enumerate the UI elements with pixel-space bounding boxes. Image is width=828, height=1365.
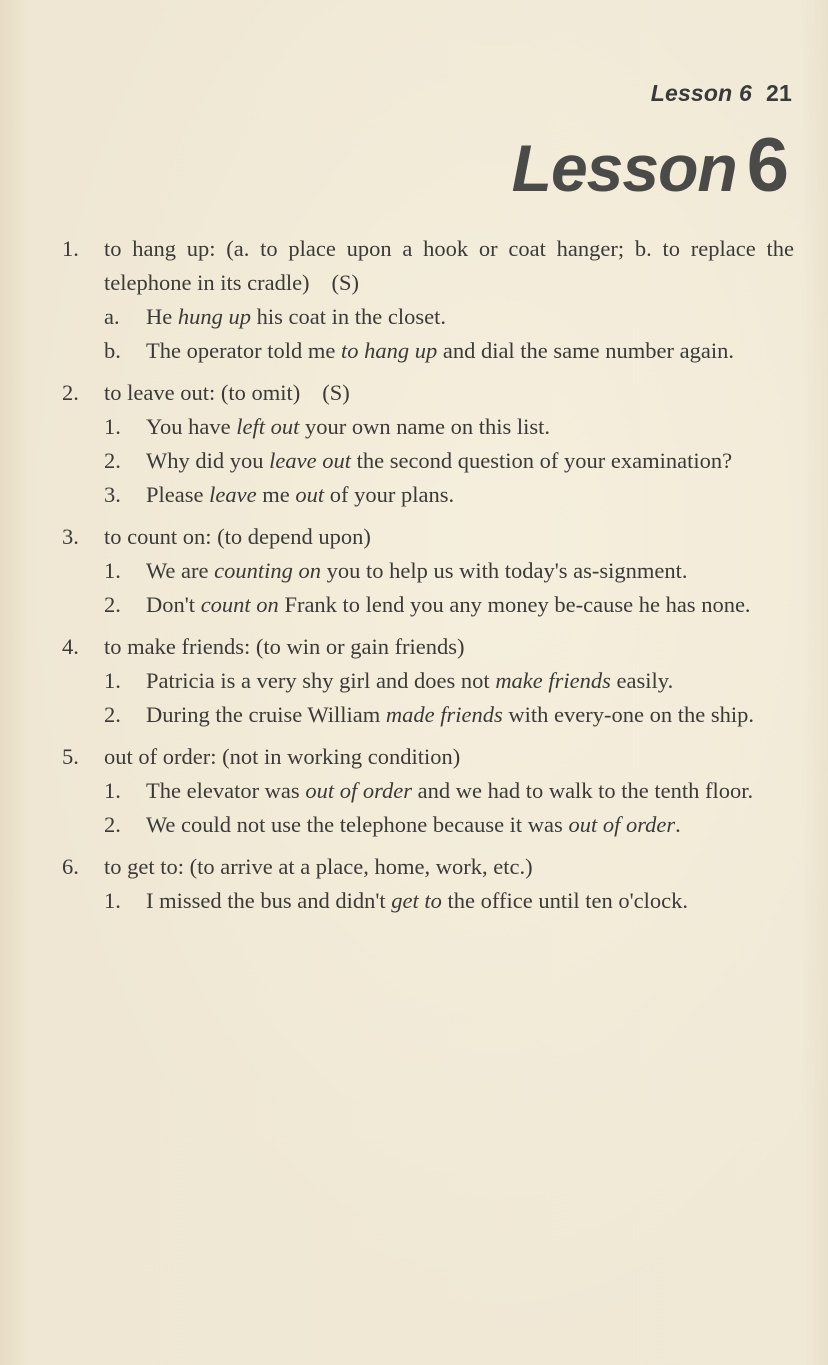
example-sentence: 2. Why did you leave out the second question of your examination? [104,448,733,473]
example-sentence: 1. Patricia is a very shy girl and does not make friends easily. [104,668,674,693]
entry-number: 4. [62,634,79,659]
idiom-usage: out of order [568,812,676,837]
example-sentence: 2. Don't count on Frank to lend you any money be-cause he has none. [104,592,751,617]
page-number: 21 [766,80,792,106]
idiom-usage: left out [236,414,300,439]
idiom-term: to count on: [104,524,212,549]
lesson-title [511,123,788,208]
entry-number: 3. [62,524,79,549]
idiom-definition: (not in working condition) [222,744,461,769]
example-sentence: 3. Please leave me out of your plans. [104,482,455,507]
idiom-usage: counting on [214,558,322,583]
idiom-usage: make friends [495,668,611,693]
idiom-term: to hang up: [104,236,216,261]
entry-number: 6. [62,854,79,879]
separable-tag: (S) [331,270,360,295]
entry-number: 1. [62,236,79,261]
idiom-usage: count on [200,592,279,617]
idiom-usage: out of order [305,778,412,803]
idiom-entries [62,232,794,926]
idiom-entry [62,740,794,842]
example-list [104,884,794,918]
idiom-usage: get to [391,888,442,913]
lesson-title-number: 6 [746,123,788,208]
idiom-definition: (to omit) [220,380,301,405]
idiom-term: to get to: [104,854,184,879]
idiom-definition: (a. to place upon a hook or coat hanger; b. to replace the telephone in its cradle) [104,236,795,295]
lesson-title-word: Lesson [511,131,737,205]
example-sentence: 1. You have left out your own name on this list. [104,414,550,439]
entry-number: 5. [62,744,79,769]
idiom-entry [62,630,794,732]
entry-number: 2. [62,380,79,405]
idiom-entry [62,520,794,622]
idiom-usage: to hang up [340,338,438,363]
idiom-usage: hung up [177,304,251,329]
example-list [104,664,794,732]
example-sentence: 1. The elevator was out of order and we had to walk to the tenth floor. [104,778,754,803]
idiom-usage: leave out [269,448,351,473]
example-list [104,410,794,512]
example-list [104,300,794,368]
example-list [104,774,794,842]
example-list [104,554,794,622]
idiom-usage: made friends [385,702,503,727]
idiom-term: to leave out: [104,380,216,405]
idiom-entry [62,376,794,512]
example-sentence: 1. I missed the bus and didn't get to the office until ten o'clock. [104,888,688,913]
idiom-entry [62,850,794,918]
idiom-usage: out [295,482,325,507]
idiom-definition: (to depend upon) [217,524,371,549]
idiom-entry [62,232,794,368]
example-sentence: 2. We could not use the telephone because it was out of order. [104,812,681,837]
example-sentence: 1. We are counting on you to help us with today's as-signment. [104,558,688,583]
idiom-term: to make friends: [104,634,251,659]
idiom-term: out of order: [104,744,217,769]
idiom-definition: (to win or gain friends) [255,634,465,659]
example-sentence: 2. During the cruise William made friends with every-one on the ship. [104,702,754,727]
idiom-definition: (to arrive at a place, home, work, etc.) [189,854,533,879]
idiom-usage: leave [209,482,257,507]
separable-tag: (S) [322,380,350,405]
example-sentence: a. He hung up his coat in the closet. [104,304,446,329]
running-head-title: Lesson 6 [650,80,753,106]
running-head [651,80,792,107]
example-sentence: b. The operator told me to hang up and dial the same number again. [104,338,734,363]
